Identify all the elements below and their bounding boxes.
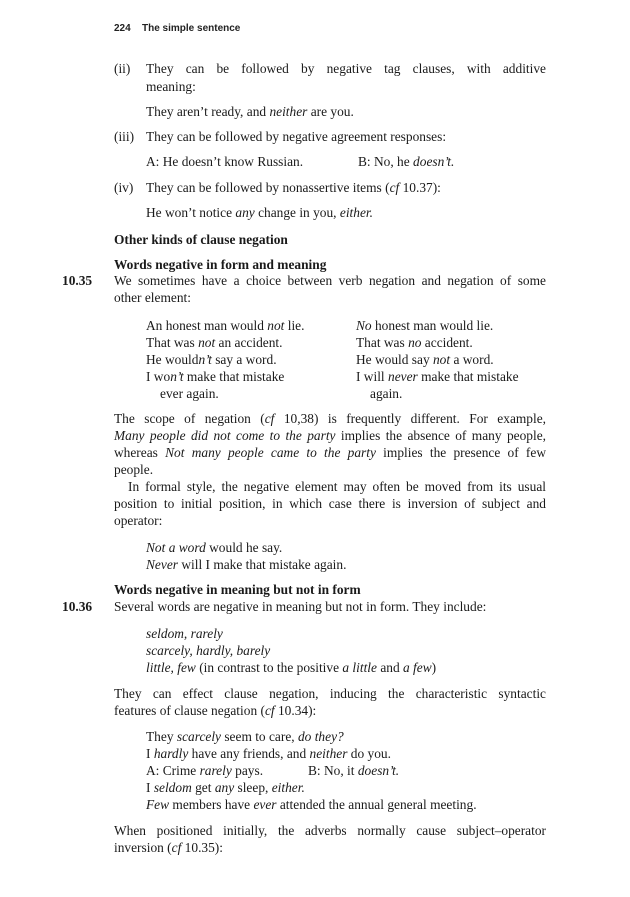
example-right: I will never make that mistake	[356, 369, 519, 384]
example-left: ever again.	[160, 386, 219, 401]
example-sentence: Not a word would he say.	[146, 540, 283, 555]
paragraph-line: We sometimes have a choice between verb negation and negation of some	[114, 273, 546, 288]
word-list-item: little, few (in contrast to the positive a little and a few)	[146, 660, 437, 675]
page-number: 224	[114, 23, 131, 34]
example-speaker-b: B: No, he doesn’t.	[358, 154, 455, 169]
prop-ii-number: (ii)	[114, 61, 131, 76]
example-right: again.	[370, 386, 403, 401]
example-sentence: A: Crime rarely pays.	[146, 763, 264, 778]
subsection-heading: Words negative in meaning but not in form	[114, 582, 361, 597]
prop-iv-text: They can be followed by nonassertive items (cf 10.37):	[146, 180, 441, 195]
paragraph-line: Many people did not come to the party implies the absence of many people,	[114, 428, 546, 443]
example-sentence: Never will I make that mistake again.	[146, 557, 347, 572]
example-sentence: Few members have ever attended the annual general meeting.	[146, 797, 477, 812]
paragraph-line: In formal style, the negative element may often be moved from its usual	[128, 479, 546, 494]
example-right: He would say not a word.	[356, 352, 494, 367]
section-number: 10.35	[62, 273, 93, 288]
example-sentence: B: No, it doesn’t.	[308, 763, 400, 778]
example-left: I won’t make that mistake	[146, 369, 285, 384]
paragraph-line: The scope of negation (cf 10,38) is frequently different. For example,	[114, 411, 547, 426]
paragraph-line: When positioned initially, the adverbs normally cause subject–operator	[114, 823, 546, 838]
word-list-item: seldom, rarely	[146, 626, 223, 641]
paragraph-line: They can effect clause negation, inducing the characteristic syntactic	[114, 686, 546, 701]
prop-ii-text: They can be followed by negative tag clauses, with additive	[146, 61, 546, 76]
subsection-heading: Words negative in form and meaning	[114, 257, 327, 272]
example-sentence: He won’t notice any change in you, either.	[146, 205, 373, 220]
paragraph-line: people.	[114, 462, 154, 477]
paragraph-line: other element:	[114, 290, 191, 305]
word-list-item: scarcely, hardly, barely	[146, 643, 271, 658]
prop-iv-number: (iv)	[114, 180, 134, 195]
example-speaker-a: A: He doesn’t know Russian.	[146, 154, 304, 169]
example-right: No honest man would lie.	[356, 318, 494, 333]
section-number: 10.36	[62, 599, 93, 614]
example-left: An honest man would not lie.	[146, 318, 305, 333]
paragraph-line: inversion (cf 10.35):	[114, 840, 223, 855]
paragraph-line: Several words are negative in meaning but not in form. They include:	[114, 599, 487, 614]
section-heading: Other kinds of clause negation	[114, 232, 288, 247]
prop-iii-number: (iii)	[114, 129, 135, 144]
example-sentence: They scarcely seem to care, do they?	[146, 729, 344, 744]
example-right: That was no accident.	[356, 335, 473, 350]
example-sentence: I hardly have any friends, and neither do you.	[146, 746, 391, 761]
example-left: That was not an accident.	[146, 335, 283, 350]
example-sentence: I seldom get any sleep, either.	[146, 780, 305, 795]
example-sentence: They aren’t ready, and neither are you.	[146, 104, 354, 119]
prop-ii-text-cont: meaning:	[146, 79, 196, 94]
paragraph-line: position to initial position, in which case there is inversion of subject and	[114, 496, 546, 511]
prop-iii-text: They can be followed by negative agreement responses:	[146, 129, 447, 144]
example-left: He wouldn’t say a word.	[146, 352, 277, 367]
paragraph-line: whereas Not many people came to the party implies the presence of few	[114, 445, 547, 460]
running-title: The simple sentence	[142, 23, 241, 34]
paragraph-line: operator:	[114, 513, 163, 528]
paragraph-line: features of clause negation (cf 10.34):	[114, 703, 317, 718]
